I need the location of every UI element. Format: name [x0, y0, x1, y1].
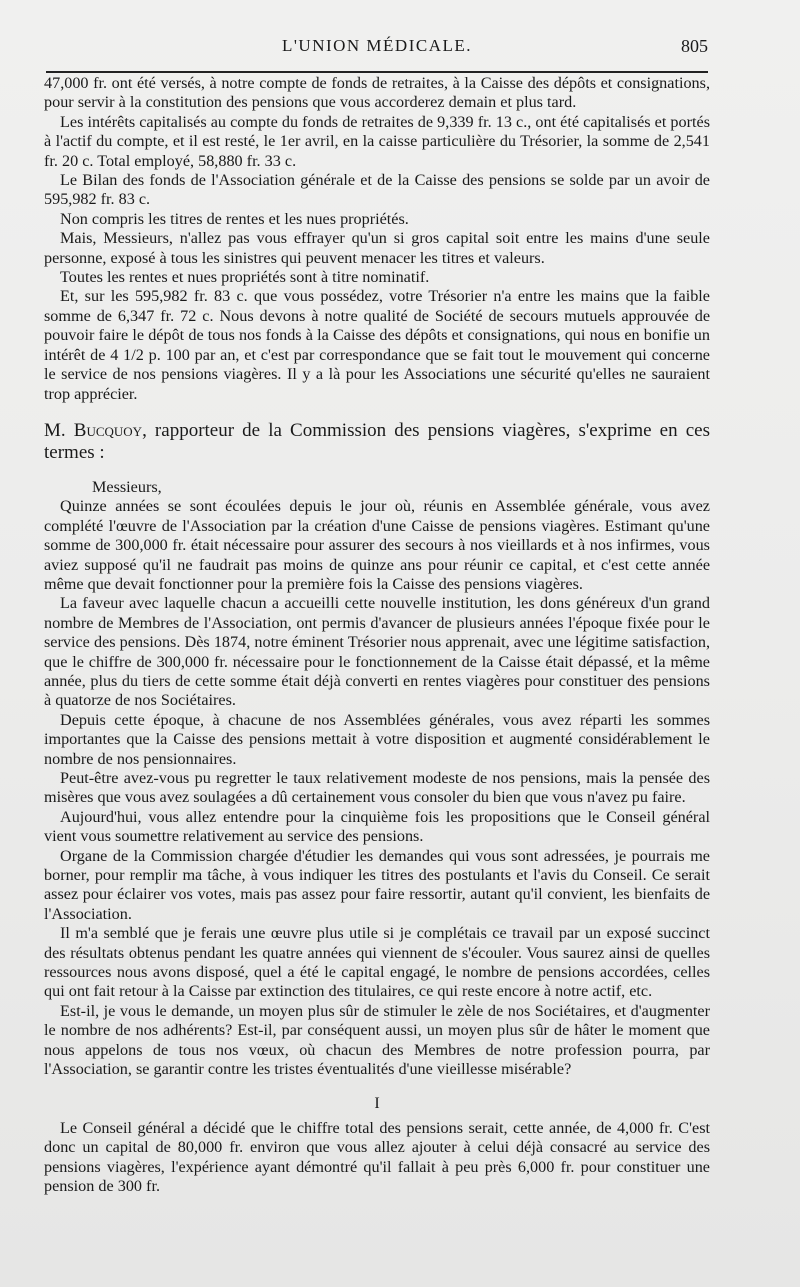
page-header: [46, 36, 708, 62]
paragraph: Quinze années se sont écoulées depuis le jour où, réunis en Assemblée générale, vous avez complété l'œuvre de l'Association par la création d'une Caisse de pensions viagères. Estimant qu'une somme de 300,000 fr. était nécessaire pour assurer des secours à nos vieillards et à nos infirmes, vous aviez supposé qu'il ne faudrait pas moins de quinze ans pour réunir ce capital, et c'est cette année même que devait fonctionner pour la première fois la Caisse des pensions viagères.: [44, 497, 710, 593]
paragraph: Non compris les titres de rentes et les nues propriétés.: [60, 209, 409, 228]
paragraph: Le Conseil général a décidé que le chiffre total des pensions serait, cette année, de 4,000 fr. C'est donc un capital de 80,000 fr. environ que vous allez ajouter à celui déjà consacré au service des pensions viagères, l'expérience ayant démontré qu'il fallait à peu près 6,000 fr. pour constituer une pension de 300 fr.: [44, 1118, 710, 1196]
page-number: 805: [681, 36, 708, 56]
paragraph: Toutes les rentes et nues propriétés sont à titre nominatif.: [60, 268, 430, 287]
paragraph: Aujourd'hui, vous allez entendre pour la cinquième fois les propositions que le Conseil général vient vous soumettre relativement au service des pensions.: [44, 807, 710, 846]
paragraph: Les intérêts capitalisés au compte du fonds de retraites de 9,339 fr. 13 c., ont été capitalisés et portés à l'actif du compte, et il est resté, le 1er avril, en la caisse particulière du Trésorier, la somme de 2,541 fr. 20 c. Total employé, 58,880 fr. 33 c.: [44, 112, 710, 170]
article-body: [44, 74, 710, 1197]
paragraph: Organe de la Commission chargée d'étudier les demandes qui vous sont adressées, je pourrais me borner, pour remplir ma tâche, à vous indiquer les titres des postulants et l'avis du Conseil. Ce serait assez pour éclairer vos votes, mais pas assez pour faire ressortir, autant qu'il convient, les bienfaits de l'Association.: [44, 846, 710, 923]
rapporteur-name: Bucquoy: [73, 419, 143, 441]
paragraph: La faveur avec laquelle chacun a accueilli cette nouvelle institution, les dons généreux d'un grand nombre de Membres de l'Association, ont permis d'avancer de plusieurs années l'époque fixée pour le service des pensions. Dès 1874, notre éminent Trésorier nous apprenait, avec une légitime satisfaction, que le chiffre de 300,000 fr. nécessaire pour le fonctionnement de la Caisse était dépassé, et la même année, plus du tiers de cette somme était déjà converti en rentes viagères pour constituer des pensions à quatorze de nos Sociétaires.: [44, 594, 710, 710]
paragraph: Peut-être avez-vous pu regretter le taux relativement modeste de nos pensions, mais la pensée des misères que vous avez soulagées a dû certainement vous consoler du bien que vous n'avez pu faire.: [44, 769, 710, 807]
salutation: Messieurs,: [92, 477, 162, 496]
intro-prefix: M.: [44, 419, 74, 441]
paragraph: Le Bilan des fonds de l'Association générale et de la Caisse des pensions se solde par un avoir de 595,982 fr. 83 c.: [44, 171, 710, 209]
paragraph: Mais, Messieurs, n'allez pas vous effrayer qu'un si gros capital soit entre les mains d'une seule personne, exposé à tous les sinistres qui peuvent menacer les titres et valeurs.: [44, 229, 710, 267]
section-number: I: [374, 1094, 380, 1112]
paragraph: Et, sur les 595,982 fr. 83 c. que vous possédez, votre Trésorier n'a entre les mains que la faible somme de 6,347 fr. 72 c. Nous devons à notre qualité de Société de secours mutuels approuvée de pouvoir faire le dépôt de tous nos fonds à la Caisse des dépôts et consignations, qui nous en bonifie un intérêt de 4 1/2 p. 100 par an, et c'est par correspondance que se fait tout le mouvement qui concerne le service de nos pensions viagères. Il y a là pour les Associations une sécurité qu'elles ne sauraient trop apprécier.: [44, 287, 710, 403]
intro-rest: , rapporteur de la Commission des pensions viagères, s'exprime en ces termes :: [44, 419, 710, 463]
paragraph: Il m'a semblé que je ferais une œuvre plus utile si je complétais ce travail par un exposé succinct des résultats obtenus pendant les quatre années qui viennent de s'écouler. Vous saurez ainsi de quelles ressources nous avons disposé, quel a été le capital engagé, le nombre de pensions accordées, celles qui ont fait retour à la Caisse par extinction des titulaires, ce qui reste encore à notre actif, etc.: [44, 924, 710, 1001]
header-rule: [46, 71, 708, 73]
rapporteur-intro: [44, 420, 710, 464]
paragraph: Depuis cette époque, à chacune de nos Assemblées générales, vous avez réparti les sommes importantes que la Caisse des pensions mettait à votre disposition et augmenté considérablement le nombre de nos pensionnaires.: [44, 710, 710, 768]
paragraph: 47,000 fr. ont été versés, à notre compte de fonds de retraites, à la Caisse des dépôts et consignations, pour servir à la constitution des pensions que vous accorderez demain et plus tard.: [44, 74, 710, 112]
paragraph: Est-il, je vous le demande, un moyen plus sûr de stimuler le zèle de nos Sociétaires, et d'augmenter le nombre de nos adhérents? Est-il, par conséquent aussi, un moyen plus sûr de hâter le moment que nous appelons de tous nos vœux, où chacun des Membres de notre profession pourra, par l'Association, se garantir contre les tristes éventualités d'une vieillesse misérable?: [44, 1001, 710, 1079]
running-title: L'UNION MÉDICALE.: [281, 36, 473, 55]
